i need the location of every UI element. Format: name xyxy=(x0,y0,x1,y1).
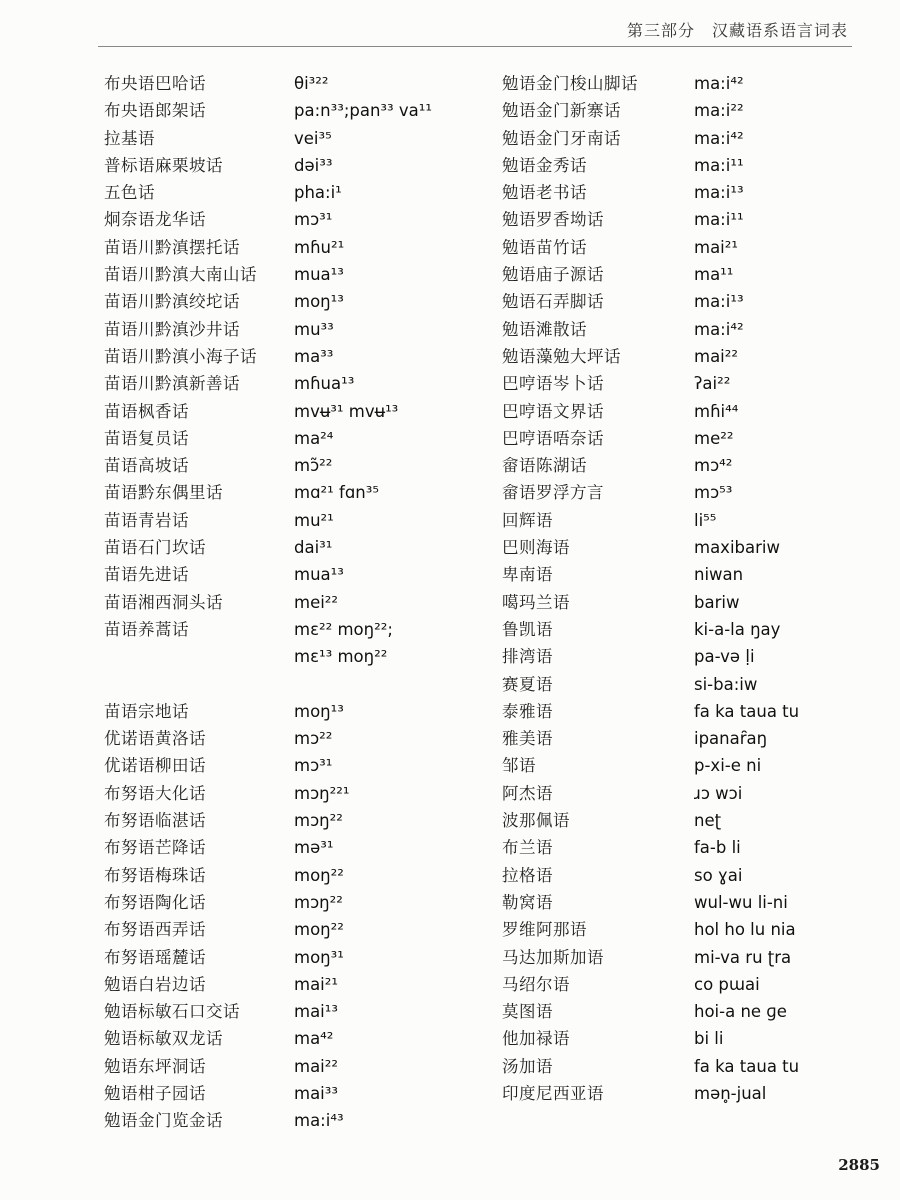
word-entry xyxy=(104,261,484,288)
word-form: mvʉ³¹ mvʉ¹³ xyxy=(294,401,399,421)
language-name: 布努语大化话 xyxy=(104,783,206,803)
language-name: 拉基语 xyxy=(104,128,155,148)
header-rule xyxy=(98,46,852,47)
language-name: 畲语陈湖话 xyxy=(502,456,587,476)
word-form: ma:i¹¹ xyxy=(694,210,744,230)
word-entry xyxy=(104,671,484,698)
language-name: 苗语湘西洞头话 xyxy=(104,592,223,612)
word-form: mɔ⁵³ xyxy=(694,483,733,503)
word-form: mən̥-jual xyxy=(694,1083,767,1103)
word-entry xyxy=(502,234,882,261)
word-entry xyxy=(104,1025,484,1052)
word-entry xyxy=(104,425,484,452)
word-entry xyxy=(502,1080,882,1107)
language-name: 苗语枫香话 xyxy=(104,401,189,421)
word-entry xyxy=(104,780,484,807)
language-name: 罗维阿那语 xyxy=(502,920,587,940)
word-form: co pɯai xyxy=(694,974,760,994)
word-entry xyxy=(104,507,484,534)
language-name: 勒窝语 xyxy=(502,892,553,912)
language-name: 勉语庙子源话 xyxy=(502,265,604,285)
word-form: θi³²² xyxy=(294,74,329,93)
word-entry xyxy=(502,370,882,397)
language-name: 畲语罗浮方言 xyxy=(502,483,604,503)
word-form: me²² xyxy=(694,428,734,448)
word-form: vei³⁵ xyxy=(294,128,332,148)
word-form: li⁵⁵ xyxy=(694,510,717,530)
word-form: dai³¹ xyxy=(294,538,333,558)
word-form: ma:i¹¹ xyxy=(694,155,744,175)
word-form: ma:i¹³ xyxy=(694,292,744,312)
word-form: mi-va ru ʈra xyxy=(694,947,792,967)
word-form: mɔŋ²² xyxy=(294,892,343,912)
language-name: 勉语金门览金话 xyxy=(104,1111,223,1131)
page-number: 2885 xyxy=(838,1156,880,1174)
word-form: si-ba:iw xyxy=(694,674,758,694)
language-name: 勉语石弄脚话 xyxy=(502,292,604,312)
word-form: ma:i⁴² xyxy=(694,128,744,148)
word-form: ma²⁴ xyxy=(294,428,334,448)
word-form: mai¹³ xyxy=(294,1002,338,1022)
word-entry xyxy=(104,862,484,889)
word-form: bariw xyxy=(694,592,740,612)
language-name: 卑南语 xyxy=(502,565,553,585)
word-form: mɛ²² moŋ²²; xyxy=(294,619,393,639)
language-name: 勉语白岩边话 xyxy=(104,974,206,994)
word-entry xyxy=(104,616,484,643)
word-entry xyxy=(502,316,882,343)
language-name: 苗语川黔滇大南山话 xyxy=(104,265,257,285)
word-entry xyxy=(104,916,484,943)
language-name: 印度尼西亚语 xyxy=(502,1083,604,1103)
word-form: fa ka taua tu xyxy=(694,1056,800,1076)
word-entry xyxy=(502,398,882,425)
word-entry xyxy=(502,589,882,616)
word-form: ma⁴² xyxy=(294,1029,334,1049)
language-name: 泰雅语 xyxy=(502,701,553,721)
word-entry xyxy=(502,971,882,998)
language-name: 苗语青岩话 xyxy=(104,510,189,530)
word-entry xyxy=(104,343,484,370)
language-name: 拉格语 xyxy=(502,865,553,885)
word-entry xyxy=(502,343,882,370)
word-entry xyxy=(502,479,882,506)
word-entry xyxy=(502,206,882,233)
language-name: 勉语藻勉大坪话 xyxy=(502,346,621,366)
word-form: mu³³ xyxy=(294,319,334,339)
right-column xyxy=(502,70,882,1107)
word-entry xyxy=(104,152,484,179)
word-entry xyxy=(502,889,882,916)
word-form: ma:i⁴³ xyxy=(294,1111,344,1131)
word-entry xyxy=(502,288,882,315)
word-entry xyxy=(502,534,882,561)
word-entry xyxy=(502,425,882,452)
word-entry xyxy=(104,971,484,998)
word-form: mɔ²² xyxy=(294,729,333,749)
language-name: 苗语复员话 xyxy=(104,428,189,448)
word-form: mɦu²¹ xyxy=(294,237,345,257)
word-entry xyxy=(104,1080,484,1107)
language-name: 苗语川黔滇沙井话 xyxy=(104,319,240,339)
word-form: hol ho lu nia xyxy=(694,920,796,940)
word-form: mɦi⁴⁴ xyxy=(694,401,739,421)
word-form: pa:n³³;pan³³ va¹¹ xyxy=(294,101,433,121)
word-form: neʈ xyxy=(694,811,722,831)
word-entry xyxy=(104,316,484,343)
word-form: ki-a-la ŋay xyxy=(694,619,781,639)
word-entry xyxy=(502,780,882,807)
word-entry xyxy=(502,834,882,861)
word-form: mɔ³¹ xyxy=(294,756,333,776)
language-name: 马达加斯加语 xyxy=(502,947,604,967)
word-form: mai²² xyxy=(694,346,738,366)
word-entry xyxy=(502,616,882,643)
language-name: 苗语宗地话 xyxy=(104,701,189,721)
language-name: 勉语滩散话 xyxy=(502,319,587,339)
word-form: fa ka taua tu xyxy=(694,701,800,721)
word-form: niwan xyxy=(694,565,744,585)
word-form: ipanaȓaŋ xyxy=(694,729,768,749)
language-name: 阿杰语 xyxy=(502,783,553,803)
language-name: 噶玛兰语 xyxy=(502,592,570,612)
language-name: 莫图语 xyxy=(502,1002,553,1022)
word-entry xyxy=(502,944,882,971)
word-entry xyxy=(502,125,882,152)
word-form: p-xi-e ni xyxy=(694,756,762,776)
word-entry xyxy=(502,752,882,779)
language-name: 勉语苗竹话 xyxy=(502,237,587,257)
language-name: 巴则海语 xyxy=(502,538,570,558)
word-entry xyxy=(104,125,484,152)
language-name: 勉语金门牙南话 xyxy=(502,128,621,148)
language-name: 勉语罗香坳话 xyxy=(502,210,604,230)
language-name: 勉语柑子园话 xyxy=(104,1083,206,1103)
language-name: 优诺语柳田话 xyxy=(104,756,206,776)
word-entry xyxy=(502,998,882,1025)
word-form: mɦua¹³ xyxy=(294,374,355,394)
word-entry xyxy=(502,725,882,752)
word-entry xyxy=(104,288,484,315)
word-entry xyxy=(104,1107,484,1134)
word-form: ɹɔ wɔi xyxy=(694,783,743,803)
word-entry xyxy=(104,398,484,425)
word-entry xyxy=(502,1025,882,1052)
word-entry xyxy=(104,643,484,670)
left-column xyxy=(104,70,484,1135)
word-entry xyxy=(104,561,484,588)
word-entry xyxy=(104,370,484,397)
language-name: 苗语黔东偶里话 xyxy=(104,483,223,503)
word-entry xyxy=(104,834,484,861)
word-form: ma:i²² xyxy=(694,101,744,121)
language-name: 布努语临湛话 xyxy=(104,811,206,831)
word-entry xyxy=(502,862,882,889)
language-name: 苗语先进话 xyxy=(104,565,189,585)
word-entry xyxy=(104,70,484,97)
word-form: ma¹¹ xyxy=(694,265,734,285)
section-title: 第三部分 汉藏语系语言词表 xyxy=(626,21,848,40)
language-name: 排湾语 xyxy=(502,647,553,667)
word-form: dəi³³ xyxy=(294,155,333,175)
word-form: moŋ²² xyxy=(294,920,344,940)
language-name: 炯奈语龙华话 xyxy=(104,210,206,230)
word-form: wul-wu li-ni xyxy=(694,892,788,912)
word-form: mɔŋ²²¹ xyxy=(294,783,350,803)
language-name: 鲁凯语 xyxy=(502,619,553,639)
word-entry xyxy=(104,206,484,233)
word-entry xyxy=(502,261,882,288)
word-entry xyxy=(502,152,882,179)
word-entry xyxy=(104,807,484,834)
word-form: ʔai²² xyxy=(694,374,731,394)
word-entry xyxy=(502,507,882,534)
word-entry xyxy=(502,452,882,479)
word-form: mɔ⁴² xyxy=(694,456,733,476)
word-entry xyxy=(502,916,882,943)
word-form: mə³¹ xyxy=(294,838,334,858)
word-form: moŋ²² xyxy=(294,865,344,885)
language-name: 勉语老书话 xyxy=(502,183,587,203)
word-form: moŋ³¹ xyxy=(294,947,344,967)
language-name: 勉语金门新寨话 xyxy=(502,101,621,121)
language-name: 苗语川黔滇摆托话 xyxy=(104,237,240,257)
word-form: hoi-a ne ɡe xyxy=(694,1002,787,1022)
word-entry xyxy=(104,889,484,916)
word-entry xyxy=(104,698,484,725)
word-form: so ɣai xyxy=(694,865,743,885)
language-name: 布努语西弄话 xyxy=(104,920,206,940)
language-name: 勉语标敏石口交话 xyxy=(104,1002,240,1022)
word-entry xyxy=(502,1053,882,1080)
word-form: mu²¹ xyxy=(294,510,334,530)
word-entry xyxy=(104,97,484,124)
word-form: pha:i¹ xyxy=(294,183,342,203)
word-form: maxibariw xyxy=(694,538,780,558)
language-name: 勉语标敏双龙话 xyxy=(104,1029,223,1049)
language-name: 他加禄语 xyxy=(502,1029,570,1049)
word-entry xyxy=(104,534,484,561)
word-form: mɔŋ²² xyxy=(294,811,343,831)
word-entry xyxy=(502,97,882,124)
word-form: bi li xyxy=(694,1029,724,1049)
language-name: 勉语金秀话 xyxy=(502,155,587,175)
word-entry xyxy=(104,998,484,1025)
language-name: 布努语陶化话 xyxy=(104,892,206,912)
word-entry xyxy=(104,234,484,261)
language-name: 布努语梅珠话 xyxy=(104,865,206,885)
word-form: pa-və ḷi xyxy=(694,647,755,667)
language-name: 波那佩语 xyxy=(502,811,570,831)
language-name: 布努语芒降话 xyxy=(104,838,206,858)
word-form: moŋ¹³ xyxy=(294,292,344,312)
language-name: 邹语 xyxy=(502,756,536,776)
language-name: 布央语郎架话 xyxy=(104,101,206,121)
language-name: 雅美语 xyxy=(502,729,553,749)
word-entry xyxy=(104,452,484,479)
word-form: mua¹³ xyxy=(294,565,344,585)
word-entry xyxy=(502,561,882,588)
word-form: mɔ³¹ xyxy=(294,210,333,230)
word-form: ma:i⁴² xyxy=(694,74,744,93)
language-name: 勉语东坪洞话 xyxy=(104,1056,206,1076)
word-entry xyxy=(104,1053,484,1080)
word-form: ma³³ xyxy=(294,346,334,366)
language-name: 苗语川黔滇小海子话 xyxy=(104,346,257,366)
word-form: mɔ̃²² xyxy=(294,456,333,476)
language-name: 回辉语 xyxy=(502,510,553,530)
word-entry xyxy=(104,725,484,752)
language-name: 苗语川黔滇新善话 xyxy=(104,374,240,394)
word-entry xyxy=(104,179,484,206)
word-form: fa-b li xyxy=(694,838,741,858)
word-entry xyxy=(104,752,484,779)
language-name: 布央语巴哈话 xyxy=(104,74,206,93)
word-form: ma:i¹³ xyxy=(694,183,744,203)
word-entry xyxy=(502,179,882,206)
word-form: mai²² xyxy=(294,1056,338,1076)
word-form: mai²¹ xyxy=(294,974,338,994)
word-form: mɑ²¹ fɑn³⁵ xyxy=(294,483,379,503)
language-name: 布努语瑶麓话 xyxy=(104,947,206,967)
word-entry xyxy=(502,643,882,670)
language-name: 优诺语黄洛话 xyxy=(104,729,206,749)
language-name: 巴哼语岑卜话 xyxy=(502,374,604,394)
word-entry xyxy=(502,698,882,725)
word-form: mua¹³ xyxy=(294,265,344,285)
word-entry xyxy=(104,944,484,971)
word-form: mei²² xyxy=(294,592,339,612)
word-entry xyxy=(502,807,882,834)
language-name: 五色话 xyxy=(104,183,155,203)
language-name: 汤加语 xyxy=(502,1056,553,1076)
language-name: 普标语麻栗坡话 xyxy=(104,155,223,175)
running-header xyxy=(0,0,900,60)
language-name: 布兰语 xyxy=(502,838,553,858)
language-name: 勉语金门梭山脚话 xyxy=(502,74,638,93)
word-form: mai³³ xyxy=(294,1083,338,1103)
language-name: 苗语养蒿话 xyxy=(104,619,189,639)
language-name: 苗语高坡话 xyxy=(104,456,189,476)
word-form: mɛ¹³ moŋ²² xyxy=(294,647,388,667)
language-name: 巴哼语文界话 xyxy=(502,401,604,421)
word-form: ma:i⁴² xyxy=(694,319,744,339)
word-entry xyxy=(104,589,484,616)
word-entry xyxy=(502,671,882,698)
word-form: mai²¹ xyxy=(694,237,738,257)
word-entry xyxy=(104,479,484,506)
language-name: 苗语川黔滇绞坨话 xyxy=(104,292,240,312)
language-name: 苗语石门坎话 xyxy=(104,538,206,558)
language-name: 赛夏语 xyxy=(502,674,553,694)
language-name: 马绍尔语 xyxy=(502,974,570,994)
word-entry xyxy=(502,70,882,97)
word-form: moŋ¹³ xyxy=(294,701,344,721)
language-name: 巴哼语唔奈话 xyxy=(502,428,604,448)
